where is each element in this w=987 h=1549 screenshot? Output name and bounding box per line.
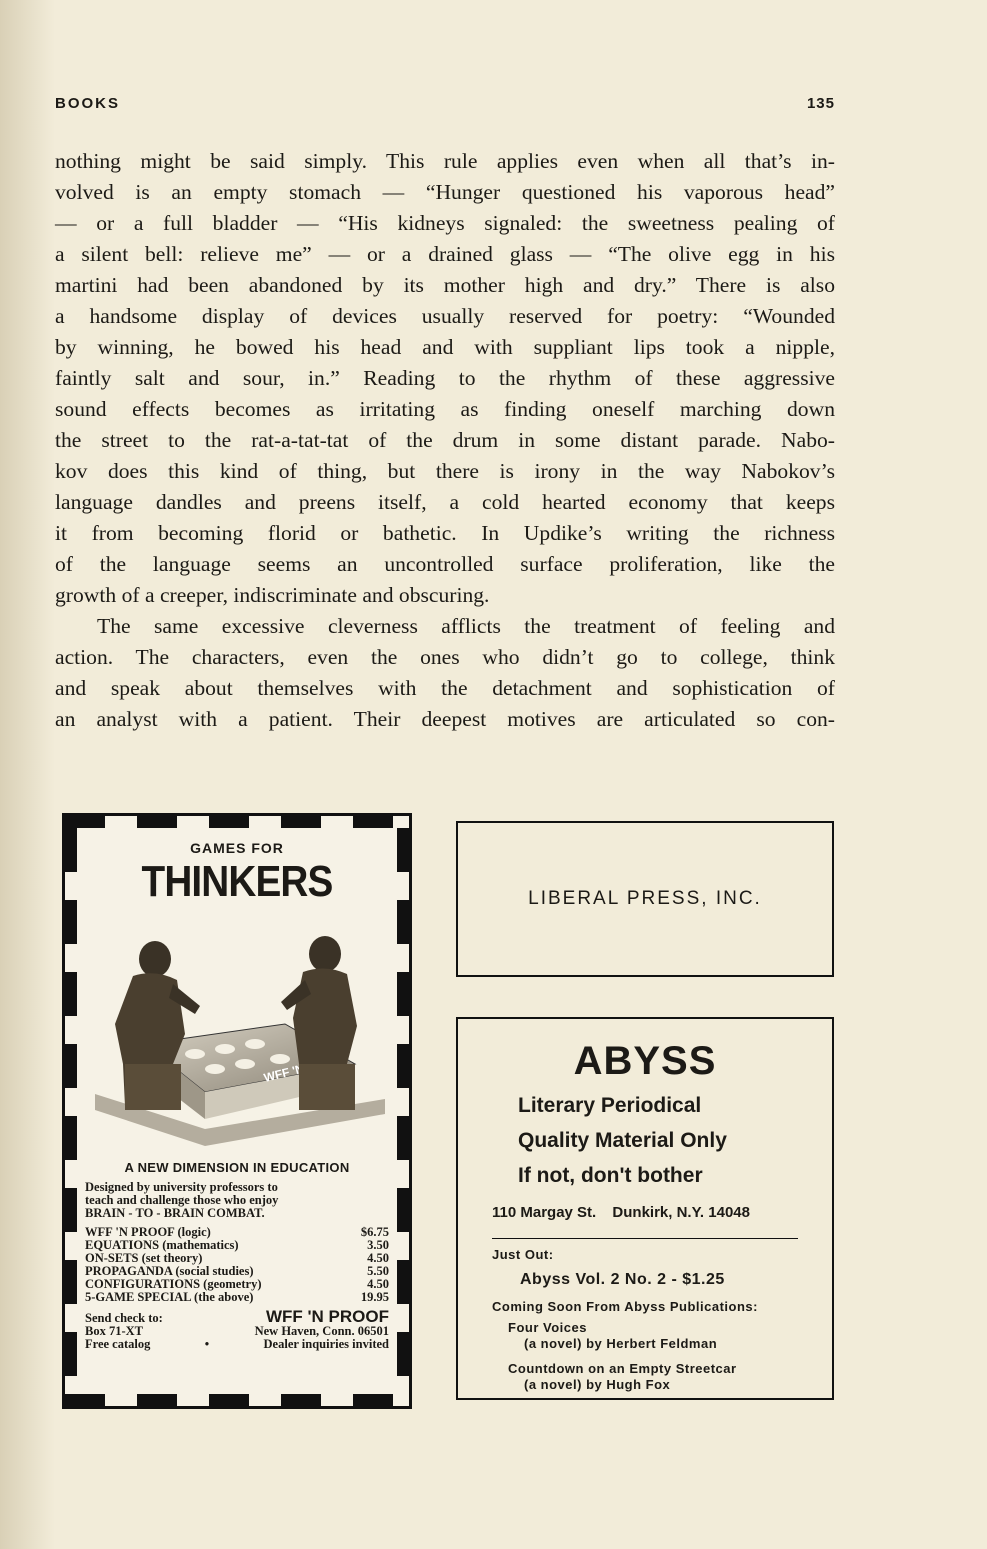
checker-border-right xyxy=(397,828,409,1394)
illustration-label: WFF 'N xyxy=(262,1061,306,1085)
text-line: martini had been abandoned by its mother high and dry.” There is also xyxy=(55,273,835,297)
book-title: Four Voices xyxy=(508,1320,587,1335)
paragraph-2 xyxy=(55,611,835,735)
text-line: it from becoming florid or bathetic. In Updike’s writing the richness xyxy=(55,521,835,545)
checker-border-left xyxy=(65,828,77,1394)
coming-soon-label: Coming Soon From Abyss Publications: xyxy=(492,1299,758,1314)
divider xyxy=(492,1238,798,1239)
product-price: 4.50 xyxy=(367,1277,389,1291)
book-title: Countdown on an Empty Streetcar xyxy=(508,1361,737,1376)
abyss-tagline: Literary Periodical xyxy=(518,1094,702,1117)
text-line: — or a full bladder — “His kidneys signaled: the sweetness pealing of xyxy=(55,211,835,235)
street: 110 Margay St. xyxy=(492,1204,597,1221)
just-out-label: Just Out: xyxy=(492,1247,554,1262)
article-body xyxy=(55,146,835,735)
liberal-press-name: LIBERAL PRESS, INC. xyxy=(528,888,762,909)
text-line: by winning, he bowed his head and with suppliant lips took a nipple, xyxy=(55,335,835,359)
desc-line: teach and challenge those who enjoy xyxy=(85,1193,279,1207)
text-line: faintly salt and sour, in.” Reading to the rhythm of these aggressive xyxy=(55,366,835,390)
ad-kicker: GAMES FOR xyxy=(190,840,284,856)
page-number: 135 xyxy=(806,95,835,112)
book-author: (a novel) by Hugh Fox xyxy=(524,1377,671,1392)
text-line: an analyst with a patient. Their deepest motives are articulated so con- xyxy=(55,707,835,731)
ad-title: THINKERS xyxy=(141,857,333,906)
city: Dunkirk, N.Y. 14048 xyxy=(612,1204,750,1221)
product-price: 5.50 xyxy=(367,1264,389,1278)
current-issue: Abyss Vol. 2 No. 2 - $1.25 xyxy=(520,1271,725,1288)
paragraph-1 xyxy=(55,146,835,611)
checker-border-top xyxy=(65,816,409,828)
product-name: 5-GAME SPECIAL (the above) xyxy=(85,1290,254,1304)
abyss-tagline: If not, don't bother xyxy=(518,1164,703,1187)
abyss-address xyxy=(492,1204,802,1221)
send-label: Send check to: xyxy=(85,1311,163,1325)
text-line: The same excessive cleverness afflicts the treatment of feeling and xyxy=(97,614,835,638)
abyss-tagline: Quality Material Only xyxy=(518,1129,727,1152)
dealer-inquiries: Dealer inquiries invited xyxy=(263,1337,389,1351)
ad-subtitle: A NEW DIMENSION IN EDUCATION xyxy=(124,1160,350,1175)
product-name: ON-SETS (set theory) xyxy=(85,1251,203,1265)
product-price: 3.50 xyxy=(367,1238,389,1252)
text-line: volved is an empty stomach — “Hunger questioned his vaporous head” xyxy=(55,180,835,204)
free-catalog: Free catalog xyxy=(85,1337,151,1351)
abyss-ad xyxy=(456,1017,834,1400)
text-line: of the language seems an uncontrolled surface proliferation, like the xyxy=(55,552,835,576)
thinkers-statue-illustration xyxy=(85,914,395,1154)
price-list xyxy=(85,1226,389,1304)
text-line: and speak about themselves with the detachment and sophistication of xyxy=(55,676,835,700)
desc-line: BRAIN - TO - BRAIN COMBAT. xyxy=(85,1206,265,1220)
text-line: growth of a creeper, indiscriminate and obscuring. xyxy=(55,583,490,607)
liberal-press-ad xyxy=(456,821,834,977)
section-title: BOOKS xyxy=(55,95,121,112)
city: New Haven, Conn. 06501 xyxy=(254,1324,389,1338)
product-name: CONFIGURATIONS (geometry) xyxy=(85,1277,262,1291)
product-name: WFF 'N PROOF (logic) xyxy=(85,1225,211,1239)
text-line: sound effects becomes as irritating as finding oneself marching down xyxy=(55,397,835,421)
text-line: a silent bell: relieve me” — or a drained glass — “The olive egg in his xyxy=(55,242,835,266)
text-line: action. The characters, even the ones who didn’t go to college, think xyxy=(55,645,835,669)
text-line: the street to the rat-a-tat-tat of the drum in some distant parade. Nabo- xyxy=(55,428,835,452)
product-price: 19.95 xyxy=(360,1290,389,1304)
price-row xyxy=(85,1291,389,1304)
abyss-title: ABYSS xyxy=(573,1039,717,1083)
po-box: Box 71-XT xyxy=(85,1324,143,1338)
checker-border-bottom xyxy=(65,1394,409,1406)
running-header xyxy=(55,95,835,119)
text-line: kov does this kind of thing, but there is irony in the way Nabokov’s xyxy=(55,459,835,483)
text-line: language dandles and preens itself, a cold hearted economy that keeps xyxy=(55,490,835,514)
send-check-row xyxy=(85,1307,389,1326)
product-price: 4.50 xyxy=(367,1251,389,1265)
product-name: EQUATIONS (mathematics) xyxy=(85,1238,239,1252)
desc-line: Designed by university professors to xyxy=(85,1180,278,1194)
text-line: nothing might be said simply. This rule applies even when all that’s in- xyxy=(55,149,835,173)
product-name: PROPAGANDA (social studies) xyxy=(85,1264,254,1278)
ad-description xyxy=(85,1181,389,1220)
catalog-row xyxy=(85,1338,389,1351)
product-price: $6.75 xyxy=(360,1225,389,1239)
separator: • xyxy=(204,1337,210,1351)
text-line: a handsome display of devices usually reserved for poetry: “Wounded xyxy=(55,304,835,328)
games-for-thinkers-ad xyxy=(62,813,412,1409)
page-gutter-shade xyxy=(0,0,55,1549)
brand-name: WFF 'N PROOF xyxy=(265,1307,389,1326)
book-author: (a novel) by Herbert Feldman xyxy=(524,1336,718,1351)
